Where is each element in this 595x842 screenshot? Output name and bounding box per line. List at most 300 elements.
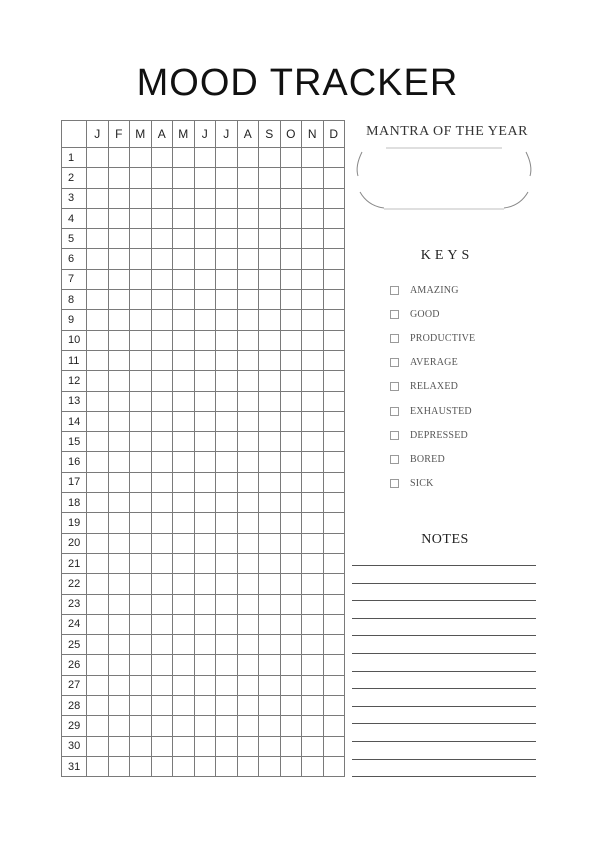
mood-cell[interactable] <box>280 371 302 391</box>
mood-cell[interactable] <box>108 229 130 249</box>
mood-cell[interactable] <box>108 553 130 573</box>
mood-cell[interactable] <box>280 635 302 655</box>
mood-cell[interactable] <box>259 574 281 594</box>
mood-cell[interactable] <box>87 594 109 614</box>
mood-cell[interactable] <box>130 614 152 634</box>
mood-cell[interactable] <box>323 655 345 675</box>
mood-cell[interactable] <box>323 188 345 208</box>
mood-cell[interactable] <box>151 635 173 655</box>
mood-cell[interactable] <box>173 472 195 492</box>
mood-cell[interactable] <box>259 675 281 695</box>
mood-cell[interactable] <box>151 594 173 614</box>
mood-cell[interactable] <box>173 290 195 310</box>
mood-cell[interactable] <box>130 533 152 553</box>
mood-cell[interactable] <box>151 533 173 553</box>
mood-cell[interactable] <box>280 290 302 310</box>
mood-cell[interactable] <box>259 716 281 736</box>
note-line[interactable] <box>352 635 536 653</box>
mood-cell[interactable] <box>302 574 324 594</box>
key-checkbox[interactable] <box>390 358 399 367</box>
mood-cell[interactable] <box>108 736 130 756</box>
mood-cell[interactable] <box>194 756 216 776</box>
mood-cell[interactable] <box>259 330 281 350</box>
mood-cell[interactable] <box>259 513 281 533</box>
mood-cell[interactable] <box>130 208 152 228</box>
mood-cell[interactable] <box>87 635 109 655</box>
mood-cell[interactable] <box>130 716 152 736</box>
mood-cell[interactable] <box>216 655 238 675</box>
mood-cell[interactable] <box>173 716 195 736</box>
mood-cell[interactable] <box>108 696 130 716</box>
mood-cell[interactable] <box>237 594 259 614</box>
mood-cell[interactable] <box>194 290 216 310</box>
mood-cell[interactable] <box>151 553 173 573</box>
mood-cell[interactable] <box>151 655 173 675</box>
mood-cell[interactable] <box>237 493 259 513</box>
mood-cell[interactable] <box>216 696 238 716</box>
mood-cell[interactable] <box>216 533 238 553</box>
mood-cell[interactable] <box>280 472 302 492</box>
mood-cell[interactable] <box>302 675 324 695</box>
mood-cell[interactable] <box>259 655 281 675</box>
mantra-box[interactable] <box>354 146 534 212</box>
mood-cell[interactable] <box>280 574 302 594</box>
mood-cell[interactable] <box>280 452 302 472</box>
mood-cell[interactable] <box>302 310 324 330</box>
mood-cell[interactable] <box>302 168 324 188</box>
mood-cell[interactable] <box>302 330 324 350</box>
mood-cell[interactable] <box>173 188 195 208</box>
mood-cell[interactable] <box>108 188 130 208</box>
mood-cell[interactable] <box>216 452 238 472</box>
mood-cell[interactable] <box>130 635 152 655</box>
mood-cell[interactable] <box>259 411 281 431</box>
mood-cell[interactable] <box>302 371 324 391</box>
mood-cell[interactable] <box>173 513 195 533</box>
mood-cell[interactable] <box>216 432 238 452</box>
mood-cell[interactable] <box>130 594 152 614</box>
mood-cell[interactable] <box>216 472 238 492</box>
mood-cell[interactable] <box>323 513 345 533</box>
mood-cell[interactable] <box>151 574 173 594</box>
mood-cell[interactable] <box>216 493 238 513</box>
mood-cell[interactable] <box>194 472 216 492</box>
mood-cell[interactable] <box>259 350 281 370</box>
mood-cell[interactable] <box>173 229 195 249</box>
mood-cell[interactable] <box>259 188 281 208</box>
mood-cell[interactable] <box>280 310 302 330</box>
mood-cell[interactable] <box>302 188 324 208</box>
mood-cell[interactable] <box>302 391 324 411</box>
mood-cell[interactable] <box>194 350 216 370</box>
mood-cell[interactable] <box>302 452 324 472</box>
mood-cell[interactable] <box>280 736 302 756</box>
mood-cell[interactable] <box>130 188 152 208</box>
mood-cell[interactable] <box>87 148 109 168</box>
mood-cell[interactable] <box>216 513 238 533</box>
mood-cell[interactable] <box>323 310 345 330</box>
mood-cell[interactable] <box>87 249 109 269</box>
mood-cell[interactable] <box>280 148 302 168</box>
mood-cell[interactable] <box>130 350 152 370</box>
mood-cell[interactable] <box>323 452 345 472</box>
mood-cell[interactable] <box>108 675 130 695</box>
mood-cell[interactable] <box>216 168 238 188</box>
mood-cell[interactable] <box>151 736 173 756</box>
mood-cell[interactable] <box>259 472 281 492</box>
mood-cell[interactable] <box>151 330 173 350</box>
mood-cell[interactable] <box>194 310 216 330</box>
mood-cell[interactable] <box>130 249 152 269</box>
mood-cell[interactable] <box>87 371 109 391</box>
mood-cell[interactable] <box>173 696 195 716</box>
mood-cell[interactable] <box>173 533 195 553</box>
mood-cell[interactable] <box>173 411 195 431</box>
mood-cell[interactable] <box>194 635 216 655</box>
note-line[interactable] <box>352 583 536 601</box>
mood-cell[interactable] <box>87 208 109 228</box>
mood-cell[interactable] <box>323 594 345 614</box>
mood-cell[interactable] <box>259 310 281 330</box>
mood-cell[interactable] <box>173 391 195 411</box>
mood-cell[interactable] <box>87 716 109 736</box>
mood-cell[interactable] <box>108 756 130 776</box>
mood-cell[interactable] <box>323 269 345 289</box>
mood-cell[interactable] <box>259 148 281 168</box>
mood-cell[interactable] <box>87 432 109 452</box>
mood-cell[interactable] <box>108 655 130 675</box>
mood-cell[interactable] <box>151 614 173 634</box>
mood-cell[interactable] <box>323 533 345 553</box>
mood-cell[interactable] <box>130 411 152 431</box>
key-checkbox[interactable] <box>390 310 399 319</box>
note-line[interactable] <box>352 706 536 724</box>
mood-cell[interactable] <box>87 736 109 756</box>
mood-cell[interactable] <box>259 553 281 573</box>
mood-cell[interactable] <box>173 635 195 655</box>
mood-cell[interactable] <box>237 614 259 634</box>
mood-cell[interactable] <box>151 249 173 269</box>
mood-cell[interactable] <box>194 655 216 675</box>
mood-cell[interactable] <box>194 594 216 614</box>
mood-cell[interactable] <box>194 553 216 573</box>
mood-cell[interactable] <box>173 208 195 228</box>
mood-cell[interactable] <box>259 371 281 391</box>
mood-cell[interactable] <box>151 310 173 330</box>
mood-cell[interactable] <box>151 229 173 249</box>
mood-cell[interactable] <box>194 675 216 695</box>
mood-cell[interactable] <box>323 493 345 513</box>
mood-cell[interactable] <box>108 452 130 472</box>
mood-cell[interactable] <box>173 330 195 350</box>
mood-cell[interactable] <box>173 736 195 756</box>
mood-cell[interactable] <box>151 371 173 391</box>
mood-cell[interactable] <box>173 249 195 269</box>
mood-cell[interactable] <box>151 411 173 431</box>
mood-cell[interactable] <box>87 290 109 310</box>
mood-cell[interactable] <box>151 452 173 472</box>
mood-cell[interactable] <box>302 432 324 452</box>
mood-cell[interactable] <box>108 249 130 269</box>
mood-cell[interactable] <box>259 533 281 553</box>
mood-cell[interactable] <box>302 249 324 269</box>
mood-cell[interactable] <box>323 411 345 431</box>
mood-cell[interactable] <box>302 553 324 573</box>
mood-cell[interactable] <box>216 371 238 391</box>
mood-cell[interactable] <box>323 148 345 168</box>
mood-cell[interactable] <box>237 371 259 391</box>
mood-cell[interactable] <box>108 472 130 492</box>
mood-cell[interactable] <box>130 675 152 695</box>
mood-cell[interactable] <box>323 330 345 350</box>
mood-cell[interactable] <box>323 168 345 188</box>
mood-cell[interactable] <box>151 350 173 370</box>
mood-cell[interactable] <box>237 391 259 411</box>
mood-cell[interactable] <box>87 330 109 350</box>
mood-cell[interactable] <box>302 736 324 756</box>
mood-cell[interactable] <box>280 229 302 249</box>
mood-cell[interactable] <box>108 290 130 310</box>
mood-cell[interactable] <box>259 269 281 289</box>
mood-cell[interactable] <box>323 249 345 269</box>
mood-cell[interactable] <box>323 675 345 695</box>
mood-cell[interactable] <box>237 736 259 756</box>
mood-cell[interactable] <box>194 391 216 411</box>
mood-cell[interactable] <box>151 391 173 411</box>
mood-cell[interactable] <box>302 594 324 614</box>
mood-cell[interactable] <box>302 208 324 228</box>
mood-cell[interactable] <box>87 574 109 594</box>
mood-cell[interactable] <box>87 533 109 553</box>
mood-cell[interactable] <box>194 269 216 289</box>
note-line[interactable] <box>352 776 536 794</box>
mood-cell[interactable] <box>216 310 238 330</box>
mood-cell[interactable] <box>194 696 216 716</box>
mood-cell[interactable] <box>130 330 152 350</box>
mood-cell[interactable] <box>173 756 195 776</box>
key-checkbox[interactable] <box>390 455 399 464</box>
mood-cell[interactable] <box>173 148 195 168</box>
mood-cell[interactable] <box>237 655 259 675</box>
mood-cell[interactable] <box>323 432 345 452</box>
mood-cell[interactable] <box>87 553 109 573</box>
mood-cell[interactable] <box>87 188 109 208</box>
mood-cell[interactable] <box>130 574 152 594</box>
key-checkbox[interactable] <box>390 334 399 343</box>
mood-cell[interactable] <box>216 290 238 310</box>
mood-cell[interactable] <box>302 350 324 370</box>
mood-cell[interactable] <box>130 736 152 756</box>
mood-cell[interactable] <box>216 269 238 289</box>
mood-cell[interactable] <box>302 635 324 655</box>
mood-cell[interactable] <box>173 310 195 330</box>
mood-cell[interactable] <box>259 594 281 614</box>
mood-cell[interactable] <box>151 513 173 533</box>
mood-cell[interactable] <box>130 229 152 249</box>
mood-cell[interactable] <box>173 350 195 370</box>
mood-cell[interactable] <box>302 614 324 634</box>
mood-cell[interactable] <box>151 432 173 452</box>
mood-cell[interactable] <box>323 716 345 736</box>
mood-cell[interactable] <box>151 168 173 188</box>
note-line[interactable] <box>352 600 536 618</box>
mood-cell[interactable] <box>302 472 324 492</box>
mood-cell[interactable] <box>280 269 302 289</box>
mood-cell[interactable] <box>173 594 195 614</box>
mood-cell[interactable] <box>302 269 324 289</box>
mood-cell[interactable] <box>130 696 152 716</box>
mood-cell[interactable] <box>237 269 259 289</box>
mood-cell[interactable] <box>87 391 109 411</box>
mood-cell[interactable] <box>108 574 130 594</box>
mood-cell[interactable] <box>87 310 109 330</box>
mood-cell[interactable] <box>108 533 130 553</box>
mood-cell[interactable] <box>280 655 302 675</box>
mood-cell[interactable] <box>151 269 173 289</box>
mood-cell[interactable] <box>108 594 130 614</box>
mood-cell[interactable] <box>108 513 130 533</box>
note-line[interactable] <box>352 565 536 583</box>
mood-cell[interactable] <box>130 655 152 675</box>
mood-cell[interactable] <box>237 290 259 310</box>
mood-cell[interactable] <box>323 614 345 634</box>
mood-cell[interactable] <box>108 391 130 411</box>
mood-cell[interactable] <box>108 350 130 370</box>
mood-cell[interactable] <box>302 229 324 249</box>
mood-cell[interactable] <box>130 148 152 168</box>
mood-cell[interactable] <box>302 716 324 736</box>
note-line[interactable] <box>352 759 536 777</box>
mood-cell[interactable] <box>237 208 259 228</box>
mood-cell[interactable] <box>130 493 152 513</box>
mood-cell[interactable] <box>87 350 109 370</box>
mood-cell[interactable] <box>216 614 238 634</box>
mood-cell[interactable] <box>194 614 216 634</box>
mood-cell[interactable] <box>130 432 152 452</box>
note-line[interactable] <box>352 618 536 636</box>
mood-cell[interactable] <box>130 168 152 188</box>
mood-cell[interactable] <box>173 614 195 634</box>
mood-cell[interactable] <box>237 168 259 188</box>
mood-cell[interactable] <box>237 249 259 269</box>
mood-cell[interactable] <box>108 635 130 655</box>
key-checkbox[interactable] <box>390 382 399 391</box>
mood-cell[interactable] <box>323 290 345 310</box>
mood-cell[interactable] <box>173 574 195 594</box>
mood-cell[interactable] <box>87 229 109 249</box>
mood-cell[interactable] <box>259 391 281 411</box>
mood-cell[interactable] <box>259 432 281 452</box>
mood-cell[interactable] <box>259 168 281 188</box>
key-checkbox[interactable] <box>390 286 399 295</box>
mood-cell[interactable] <box>194 716 216 736</box>
mood-cell[interactable] <box>237 350 259 370</box>
mood-cell[interactable] <box>216 188 238 208</box>
mood-cell[interactable] <box>87 513 109 533</box>
mood-cell[interactable] <box>194 330 216 350</box>
mood-cell[interactable] <box>194 249 216 269</box>
mood-cell[interactable] <box>108 716 130 736</box>
note-line[interactable] <box>352 671 536 689</box>
mood-cell[interactable] <box>151 675 173 695</box>
mood-cell[interactable] <box>108 493 130 513</box>
mood-cell[interactable] <box>173 452 195 472</box>
key-checkbox[interactable] <box>390 479 399 488</box>
mood-cell[interactable] <box>280 756 302 776</box>
mood-cell[interactable] <box>216 675 238 695</box>
mood-cell[interactable] <box>323 208 345 228</box>
mood-cell[interactable] <box>151 208 173 228</box>
mood-cell[interactable] <box>280 614 302 634</box>
mood-cell[interactable] <box>302 148 324 168</box>
mood-cell[interactable] <box>216 391 238 411</box>
note-line[interactable] <box>352 741 536 759</box>
mood-cell[interactable] <box>237 452 259 472</box>
mood-cell[interactable] <box>259 493 281 513</box>
mood-cell[interactable] <box>323 574 345 594</box>
mood-cell[interactable] <box>280 330 302 350</box>
mood-cell[interactable] <box>323 756 345 776</box>
mood-cell[interactable] <box>151 148 173 168</box>
mood-cell[interactable] <box>259 229 281 249</box>
mood-cell[interactable] <box>87 472 109 492</box>
mood-cell[interactable] <box>259 635 281 655</box>
mood-cell[interactable] <box>237 411 259 431</box>
mood-cell[interactable] <box>323 553 345 573</box>
mood-cell[interactable] <box>280 513 302 533</box>
mood-cell[interactable] <box>237 513 259 533</box>
mood-cell[interactable] <box>216 229 238 249</box>
mood-cell[interactable] <box>194 208 216 228</box>
mood-cell[interactable] <box>173 553 195 573</box>
mood-cell[interactable] <box>173 371 195 391</box>
mood-cell[interactable] <box>323 350 345 370</box>
mood-cell[interactable] <box>237 432 259 452</box>
mood-cell[interactable] <box>237 472 259 492</box>
mood-cell[interactable] <box>216 350 238 370</box>
mood-cell[interactable] <box>108 168 130 188</box>
mood-cell[interactable] <box>87 696 109 716</box>
mood-cell[interactable] <box>280 696 302 716</box>
mood-cell[interactable] <box>216 148 238 168</box>
mood-cell[interactable] <box>280 188 302 208</box>
mood-cell[interactable] <box>87 168 109 188</box>
mood-cell[interactable] <box>194 371 216 391</box>
mood-cell[interactable] <box>237 756 259 776</box>
mood-cell[interactable] <box>237 533 259 553</box>
mood-cell[interactable] <box>216 635 238 655</box>
mood-cell[interactable] <box>108 208 130 228</box>
mood-cell[interactable] <box>130 513 152 533</box>
mood-cell[interactable] <box>194 168 216 188</box>
mood-cell[interactable] <box>280 493 302 513</box>
mood-cell[interactable] <box>259 208 281 228</box>
mood-cell[interactable] <box>237 696 259 716</box>
mood-cell[interactable] <box>237 635 259 655</box>
mood-cell[interactable] <box>216 756 238 776</box>
mood-cell[interactable] <box>87 756 109 776</box>
mood-cell[interactable] <box>280 716 302 736</box>
mood-cell[interactable] <box>194 533 216 553</box>
key-checkbox[interactable] <box>390 431 399 440</box>
mood-cell[interactable] <box>87 411 109 431</box>
mood-cell[interactable] <box>87 614 109 634</box>
mood-cell[interactable] <box>259 290 281 310</box>
mood-cell[interactable] <box>302 290 324 310</box>
mood-cell[interactable] <box>280 391 302 411</box>
note-line[interactable] <box>352 653 536 671</box>
mood-cell[interactable] <box>194 229 216 249</box>
